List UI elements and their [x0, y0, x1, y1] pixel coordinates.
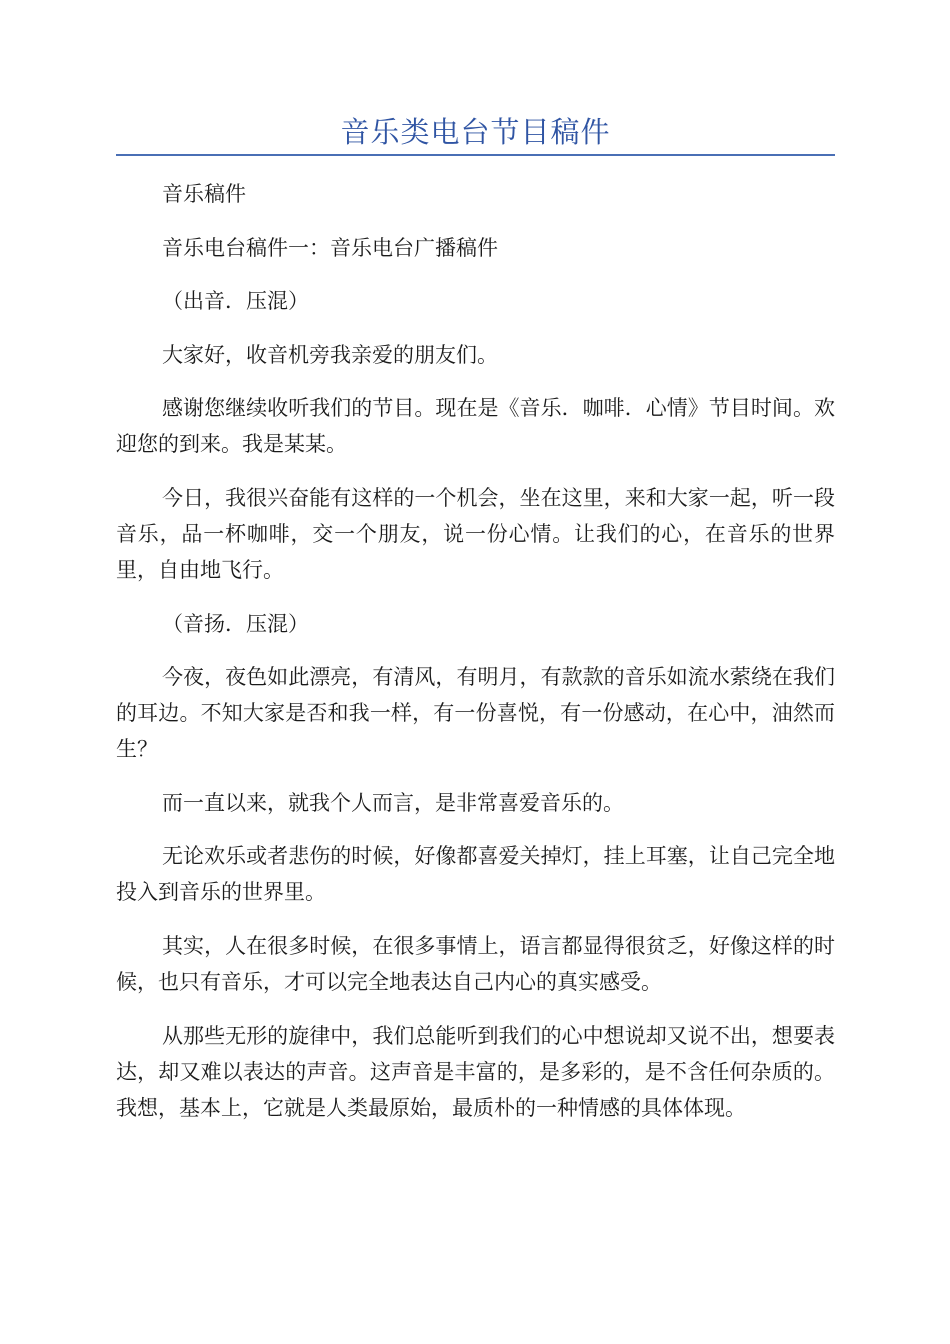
paragraph: 感谢您继续收听我们的节目。现在是《音乐．咖啡．心情》节目时间。欢迎您的到来。我是某某。: [116, 396, 835, 457]
document-body: [116, 176, 835, 1143]
paragraph: 大家好，收音机旁我亲爱的朋友们。: [162, 342, 498, 367]
paragraph: 今夜，夜色如此漂亮，有清风，有明月，有款款的音乐如流水萦绕在我们的耳边。不知大家是否和我一样，有一份喜悦，有一份感动，在心中，油然而生？: [116, 665, 835, 762]
paragraph: 而一直以来，就我个人而言，是非常喜爱音乐的。: [162, 790, 624, 815]
document-title: 音乐类电台节目稿件: [340, 115, 611, 149]
paragraph: 音乐电台稿件一：音乐电台广播稿件: [162, 235, 498, 260]
paragraph: 从那些无形的旋律中，我们总能听到我们的心中想说却又说不出，想要表达，却又难以表达的声音。这声音是丰富的，是多彩的，是不含任何杂质的。我想，基本上，它就是人类最原始，最质朴的一种情感的具体体现。: [116, 1023, 835, 1120]
paragraph: 今日，我很兴奋能有这样的一个机会，坐在这里，来和大家一起，听一段音乐，品一杯咖啡，交一个朋友，说一份心情。让我们的心，在音乐的世界里，自由地飞行。: [116, 485, 835, 582]
paragraph: 音乐稿件: [162, 182, 246, 206]
paragraph: （出音．压混）: [162, 289, 309, 314]
paragraph: （音扬．压混）: [162, 611, 309, 636]
paragraph: 无论欢乐或者悲伤的时候，好像都喜爱关掉灯，挂上耳塞，让自己完全地投入到音乐的世界里。: [116, 844, 835, 905]
paragraph: 其实，人在很多时候，在很多事情上，语言都显得很贫乏，好像这样的时候，也只有音乐，才可以完全地表达自己内心的真实感受。: [116, 933, 835, 994]
title-underline: [116, 154, 835, 156]
